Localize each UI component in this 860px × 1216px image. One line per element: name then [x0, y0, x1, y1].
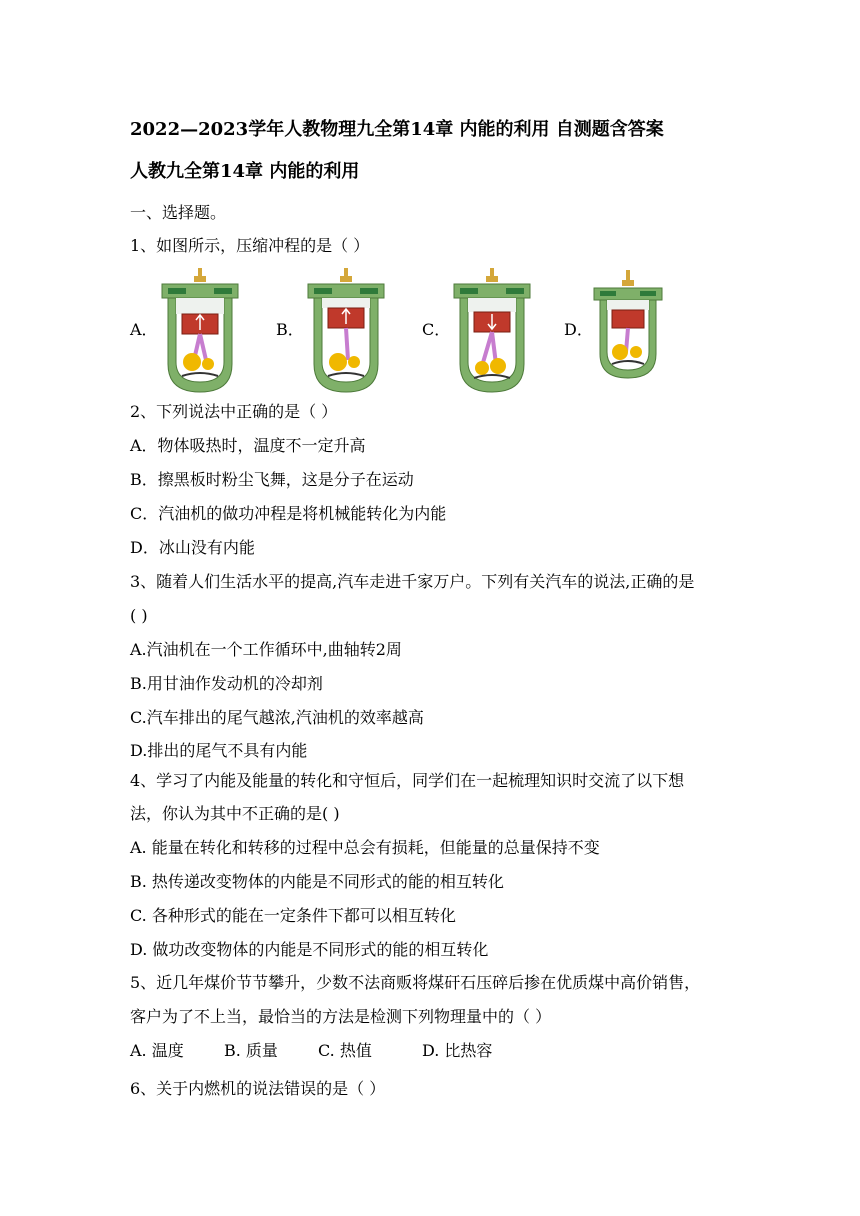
- section-heading: 一、选择题。: [130, 203, 227, 222]
- question-5-options: [130, 1041, 492, 1061]
- question-5-option-b: B. 质量: [224, 1041, 278, 1060]
- engine-diagram-d: [588, 268, 668, 384]
- question-3-stem-line-1: 3、随着人们生活水平的提高,汽车走进千家万户。下列有关汽车的说法,正确的是: [130, 572, 695, 591]
- engine-diagram-b: [300, 268, 390, 396]
- option-c-figure: [422, 268, 552, 396]
- option-a-figure: [130, 268, 260, 396]
- question-5-option-c: C. 热值: [318, 1041, 372, 1060]
- question-4-option-a: A. 能量在转化和转移的过程中总会有损耗，但能量的总量保持不变: [130, 838, 600, 857]
- option-c-label: C．: [422, 320, 451, 339]
- question-5-option-d: D. 比热容: [422, 1041, 493, 1060]
- question-4-option-b: B. 热传递改变物体的内能是不同形式的能的相互转化: [130, 872, 504, 891]
- question-3-option-c: C.汽车排出的尾气越浓,汽油机的效率越高: [130, 708, 424, 727]
- question-3-option-a: A.汽油机在一个工作循环中,曲轴转2周: [130, 640, 402, 659]
- engine-diagram-c: [446, 268, 536, 396]
- question-4-option-c: C. 各种形式的能在一定条件下都可以相互转化: [130, 906, 456, 925]
- question-4-option-d: D. 做功改变物体的内能是不同形式的能的相互转化: [130, 940, 489, 959]
- question-3-option-d: D.排出的尾气不具有内能: [130, 741, 308, 760]
- option-b-figure: [276, 268, 406, 396]
- question-3-stem-line-2: ( ): [130, 606, 148, 625]
- question-3-option-b: B.用甘油作发动机的冷却剂: [130, 674, 323, 693]
- document-subtitle: 人教九全第14章 内能的利用: [130, 161, 360, 182]
- question-2-option-b: B．擦黑板时粉尘飞舞，这是分子在运动: [130, 470, 414, 489]
- option-d-label: D．: [564, 320, 593, 339]
- option-b-label: B．: [276, 320, 304, 339]
- question-5-stem-line-1: 5、近几年煤价节节攀升，少数不法商贩将煤矸石压碎后掺在优质煤中高价销售，: [130, 973, 701, 992]
- question-4-stem-line-1: 4、学习了内能及能量的转化和守恒后，同学们在一起梳理知识时交流了以下想: [130, 771, 685, 790]
- question-2-option-a: A．物体吸热时，温度不一定升高: [130, 436, 366, 455]
- question-4-stem-line-2: 法，你认为其中不正确的是( ): [130, 804, 340, 823]
- question-5-option-a: A. 温度: [130, 1041, 184, 1060]
- option-d-figure: [564, 268, 694, 396]
- question-2-option-d: D．冰山没有内能: [130, 538, 255, 557]
- question-6-stem: 6、关于内燃机的说法错误的是（ ）: [130, 1079, 386, 1098]
- question-2-stem: 2、下列说法中正确的是（ ）: [130, 402, 338, 421]
- question-5-stem-line-2: 客户为了不上当，最恰当的方法是检测下列物理量中的（ ）: [130, 1007, 552, 1026]
- option-a-label: A．: [130, 320, 158, 339]
- document-title: 2022—2023学年人教物理九全第14章 内能的利用 自测题含答案: [130, 119, 664, 140]
- engine-diagram-a: [154, 268, 244, 396]
- question-1-stem: 1、如图所示，压缩冲程的是（ ）: [130, 236, 370, 255]
- question-2-option-c: C．汽油机的做功冲程是将机械能转化为内能: [130, 504, 447, 523]
- engine-diagrams: [130, 268, 730, 396]
